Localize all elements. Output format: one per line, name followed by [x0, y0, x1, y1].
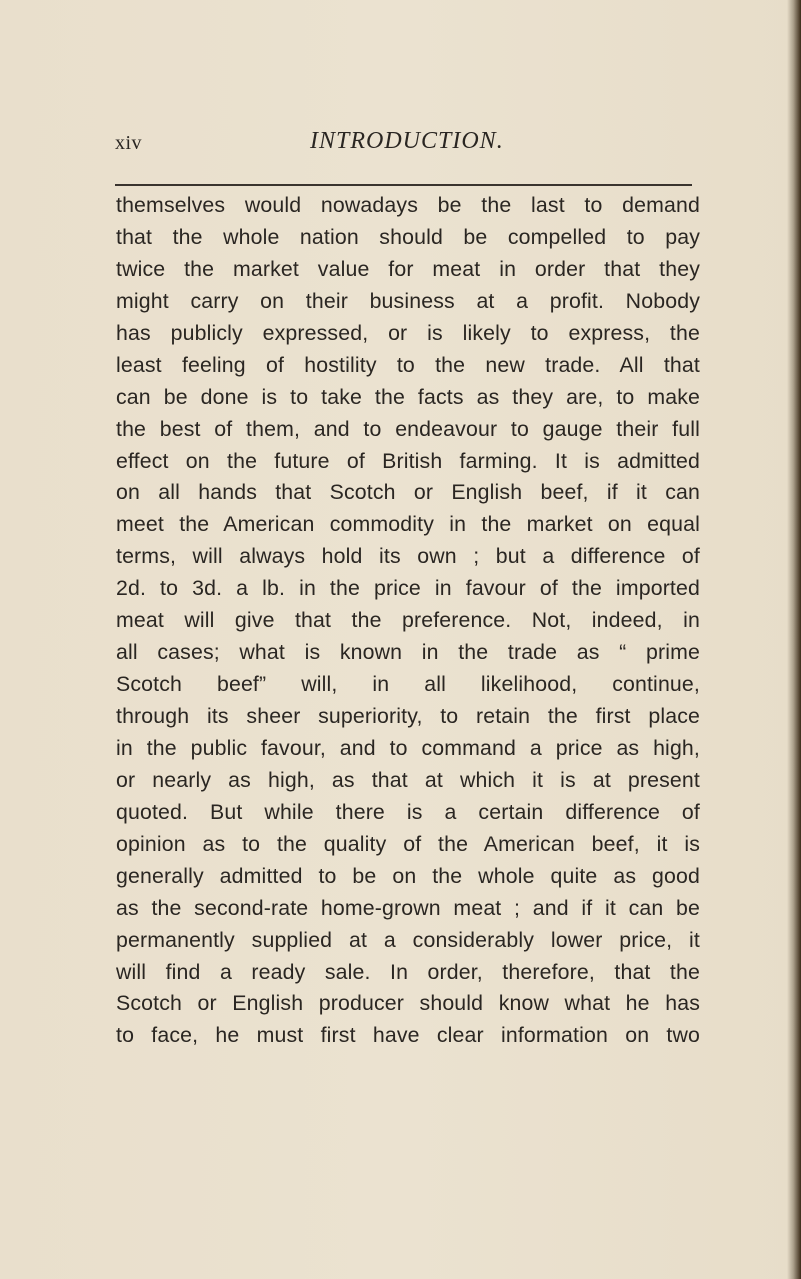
text-line: Scotch or English producer should know what he has [116, 991, 700, 1016]
text-line: can be done is to take the facts as they are, to make [116, 384, 700, 409]
text-line: terms, will always hold its own ; but a difference of [116, 544, 700, 569]
text-line: 2d. to 3d. a lb. in the price in favour of the imported [116, 576, 700, 601]
text-line: generally admitted to be on the whole quite as good [116, 863, 700, 888]
text-line: to face, he must first have clear information on two [116, 1023, 700, 1048]
running-title: INTRODUCTION. [310, 128, 504, 154]
body-text [116, 190, 700, 1052]
text-line: least feeling of hostility to the new trade. All that [116, 352, 700, 377]
text-line: will find a ready sale. In order, therefore, that the [116, 959, 700, 984]
page-number: xiv [115, 132, 143, 154]
text-line: through its sheer superiority, to retain the first place [116, 704, 700, 728]
text-line: might carry on their business at a profit. Nobody [116, 288, 700, 313]
text-line: meet the American commodity in the market on equal [116, 512, 700, 537]
text-line: effect on the future of British farming. It is admitted [116, 448, 700, 473]
text-line: twice the market value for meat in order that they [116, 256, 700, 281]
header-rule [115, 184, 692, 186]
text-line: opinion as to the quality of the American beef, it is [116, 831, 700, 856]
text-line: all cases; what is known in the trade as “ prime [116, 640, 700, 665]
text-line: Scotch beef” will, in all likelihood, continue, [116, 672, 700, 697]
text-line: in the public favour, and to command a price as high, [116, 735, 700, 760]
text-line: has publicly expressed, or is likely to express, the [116, 320, 700, 345]
page-header [115, 128, 695, 168]
text-line: or nearly as high, as that at which it is at present [116, 767, 700, 792]
text-line: the best of them, and to endeavour to gauge their full [116, 416, 700, 441]
text-line: that the whole nation should be compelled to pay [116, 224, 700, 249]
text-line: themselves would nowadays be the last to demand [116, 193, 700, 217]
text-line: permanently supplied at a considerably lower price, it [116, 927, 700, 952]
text-line: as the second-rate home-grown meat ; and if it can be [116, 895, 700, 920]
text-line: quoted. But while there is a certain difference of [116, 799, 700, 824]
text-line: meat will give that the preference. Not, indeed, in [116, 608, 700, 633]
text-line: on all hands that Scotch or English beef, if it can [116, 480, 700, 505]
page-edge-shadow [787, 0, 801, 1279]
